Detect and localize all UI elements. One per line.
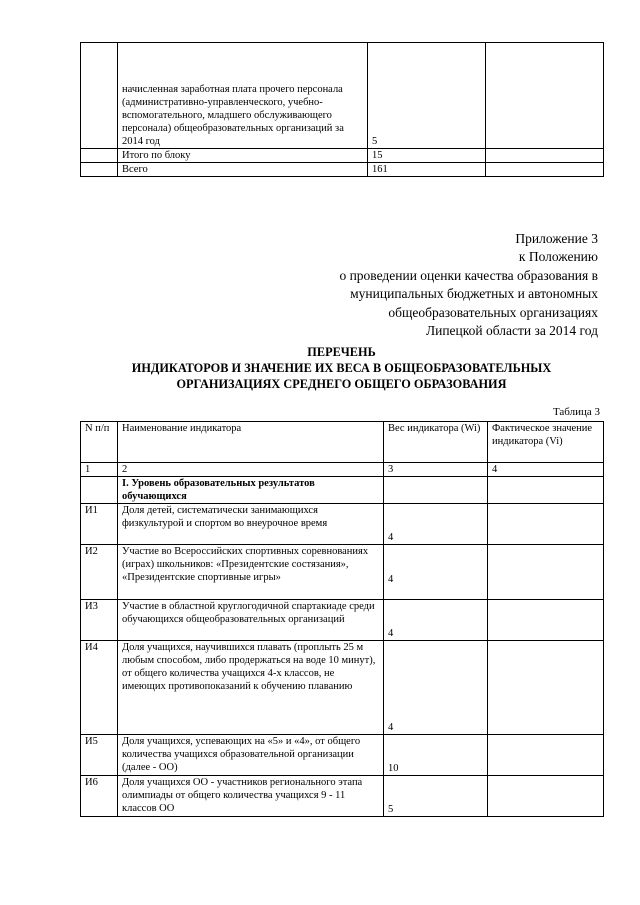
header-weight: Вес индикатора (Wi)	[384, 422, 488, 463]
block-total-label: Итого по блоку	[118, 149, 368, 163]
section-row	[81, 477, 604, 504]
indicator-actual	[486, 163, 604, 177]
appendix-line: о проведении оценки качества образования в	[339, 267, 598, 283]
table-header-row	[81, 422, 604, 463]
row-number	[81, 43, 118, 149]
heading-line: ОРГАНИЗАЦИЯХ СРЕДНЕГО ОБЩЕГО ОБРАЗОВАНИЯ	[176, 377, 507, 391]
indicator-code: И3	[81, 600, 118, 641]
indicator-weight: 5	[384, 776, 488, 817]
section-actual-cell	[488, 477, 604, 504]
appendix-line: Липецкой области за 2014 год	[425, 323, 598, 339]
table-row	[81, 600, 604, 641]
table-row	[81, 735, 604, 776]
indicator-weight: 4	[384, 504, 488, 545]
indicator-name: Доля детей, систематически занимающихся физкультурой и спортом во внеурочное время	[118, 504, 384, 545]
indicator-weight: 4	[384, 545, 488, 600]
section-title: I. Уровень образовательных результатов обучающихся	[118, 477, 384, 504]
col-number: 1	[81, 463, 118, 477]
indicator-actual	[488, 641, 604, 735]
indicator-actual	[488, 776, 604, 817]
table-row	[81, 545, 604, 600]
indicator-code: И2	[81, 545, 118, 600]
indicator-actual	[488, 504, 604, 545]
document-heading	[80, 344, 603, 392]
col-number: 2	[118, 463, 384, 477]
row-number	[81, 163, 118, 177]
grand-total-value: 161	[368, 163, 486, 177]
indicators-table	[80, 421, 604, 817]
indicator-code: И5	[81, 735, 118, 776]
appendix-line: общеобразовательных организациях	[388, 304, 598, 320]
indicator-code: И1	[81, 504, 118, 545]
heading-line: ИНДИКАТОРОВ И ЗНАЧЕНИЕ ИХ ВЕСА В ОБЩЕОБРАЗОВАТЕЛЬНЫХ	[131, 361, 552, 375]
column-numbering-row	[81, 463, 604, 477]
previous-block-table	[80, 42, 604, 177]
indicator-name: начисленная заработная плата прочего персонала (административно-управленческого, учебно-вспомогательного, младшего обслуживающего персонала) общеобразовательных организаций за 2014 год	[118, 43, 368, 149]
appendix-caption	[339, 230, 598, 340]
indicator-weight: 5	[368, 43, 486, 149]
header-name: Наименование индикатора	[118, 422, 384, 463]
indicator-actual	[486, 149, 604, 163]
indicator-actual	[486, 43, 604, 149]
table-label: Таблица 3	[552, 406, 600, 418]
section-weight-cell	[384, 477, 488, 504]
indicator-name: Участие в областной круглогодичной спартакиаде среди обучающихся общеобразовательных организаций	[118, 600, 384, 641]
indicator-weight: 4	[384, 641, 488, 735]
indicator-name: Участие во Всероссийских спортивных соревнованиях (играх) школьников: «Президентские состязания», «Президентские спортивные игры»	[118, 545, 384, 600]
row-number	[81, 149, 118, 163]
indicator-weight: 10	[384, 735, 488, 776]
table-row	[81, 504, 604, 545]
header-actual: Фактическое значение индикатора (Vi)	[488, 422, 604, 463]
table-row	[81, 43, 604, 149]
indicator-code: И4	[81, 641, 118, 735]
indicator-code: И6	[81, 776, 118, 817]
indicator-actual	[488, 600, 604, 641]
heading-line: ПЕРЕЧЕНЬ	[307, 345, 376, 359]
block-total-value: 15	[368, 149, 486, 163]
appendix-line: к Положению	[518, 249, 598, 265]
appendix-line: муниципальных бюджетных и автономных	[350, 286, 598, 302]
section-num-cell	[81, 477, 118, 504]
col-number: 3	[384, 463, 488, 477]
appendix-line: Приложение 3	[515, 231, 598, 246]
table-row	[81, 641, 604, 735]
indicator-name: Доля учащихся, научившихся плавать (проплыть 25 м любым способом, либо продержаться на воде 10 минут), от общего количества учащихся 4-х классов, не имеющих противопоказаний к обучению плаванию	[118, 641, 384, 735]
col-number: 4	[488, 463, 604, 477]
indicator-name: Доля учащихся ОО - участников регионального этапа олимпиады от общего количества учащихся 9 - 11 классов ОО	[118, 776, 384, 817]
indicator-actual	[488, 545, 604, 600]
table-row	[81, 149, 604, 163]
grand-total-label: Всего	[118, 163, 368, 177]
table-row	[81, 776, 604, 817]
header-num: N п/п	[81, 422, 118, 463]
indicator-actual	[488, 735, 604, 776]
table-row	[81, 163, 604, 177]
indicator-name: Доля учащихся, успевающих на «5» и «4», от общего количества учащихся образовательной организации (далее - ОО)	[118, 735, 384, 776]
indicator-weight: 4	[384, 600, 488, 641]
